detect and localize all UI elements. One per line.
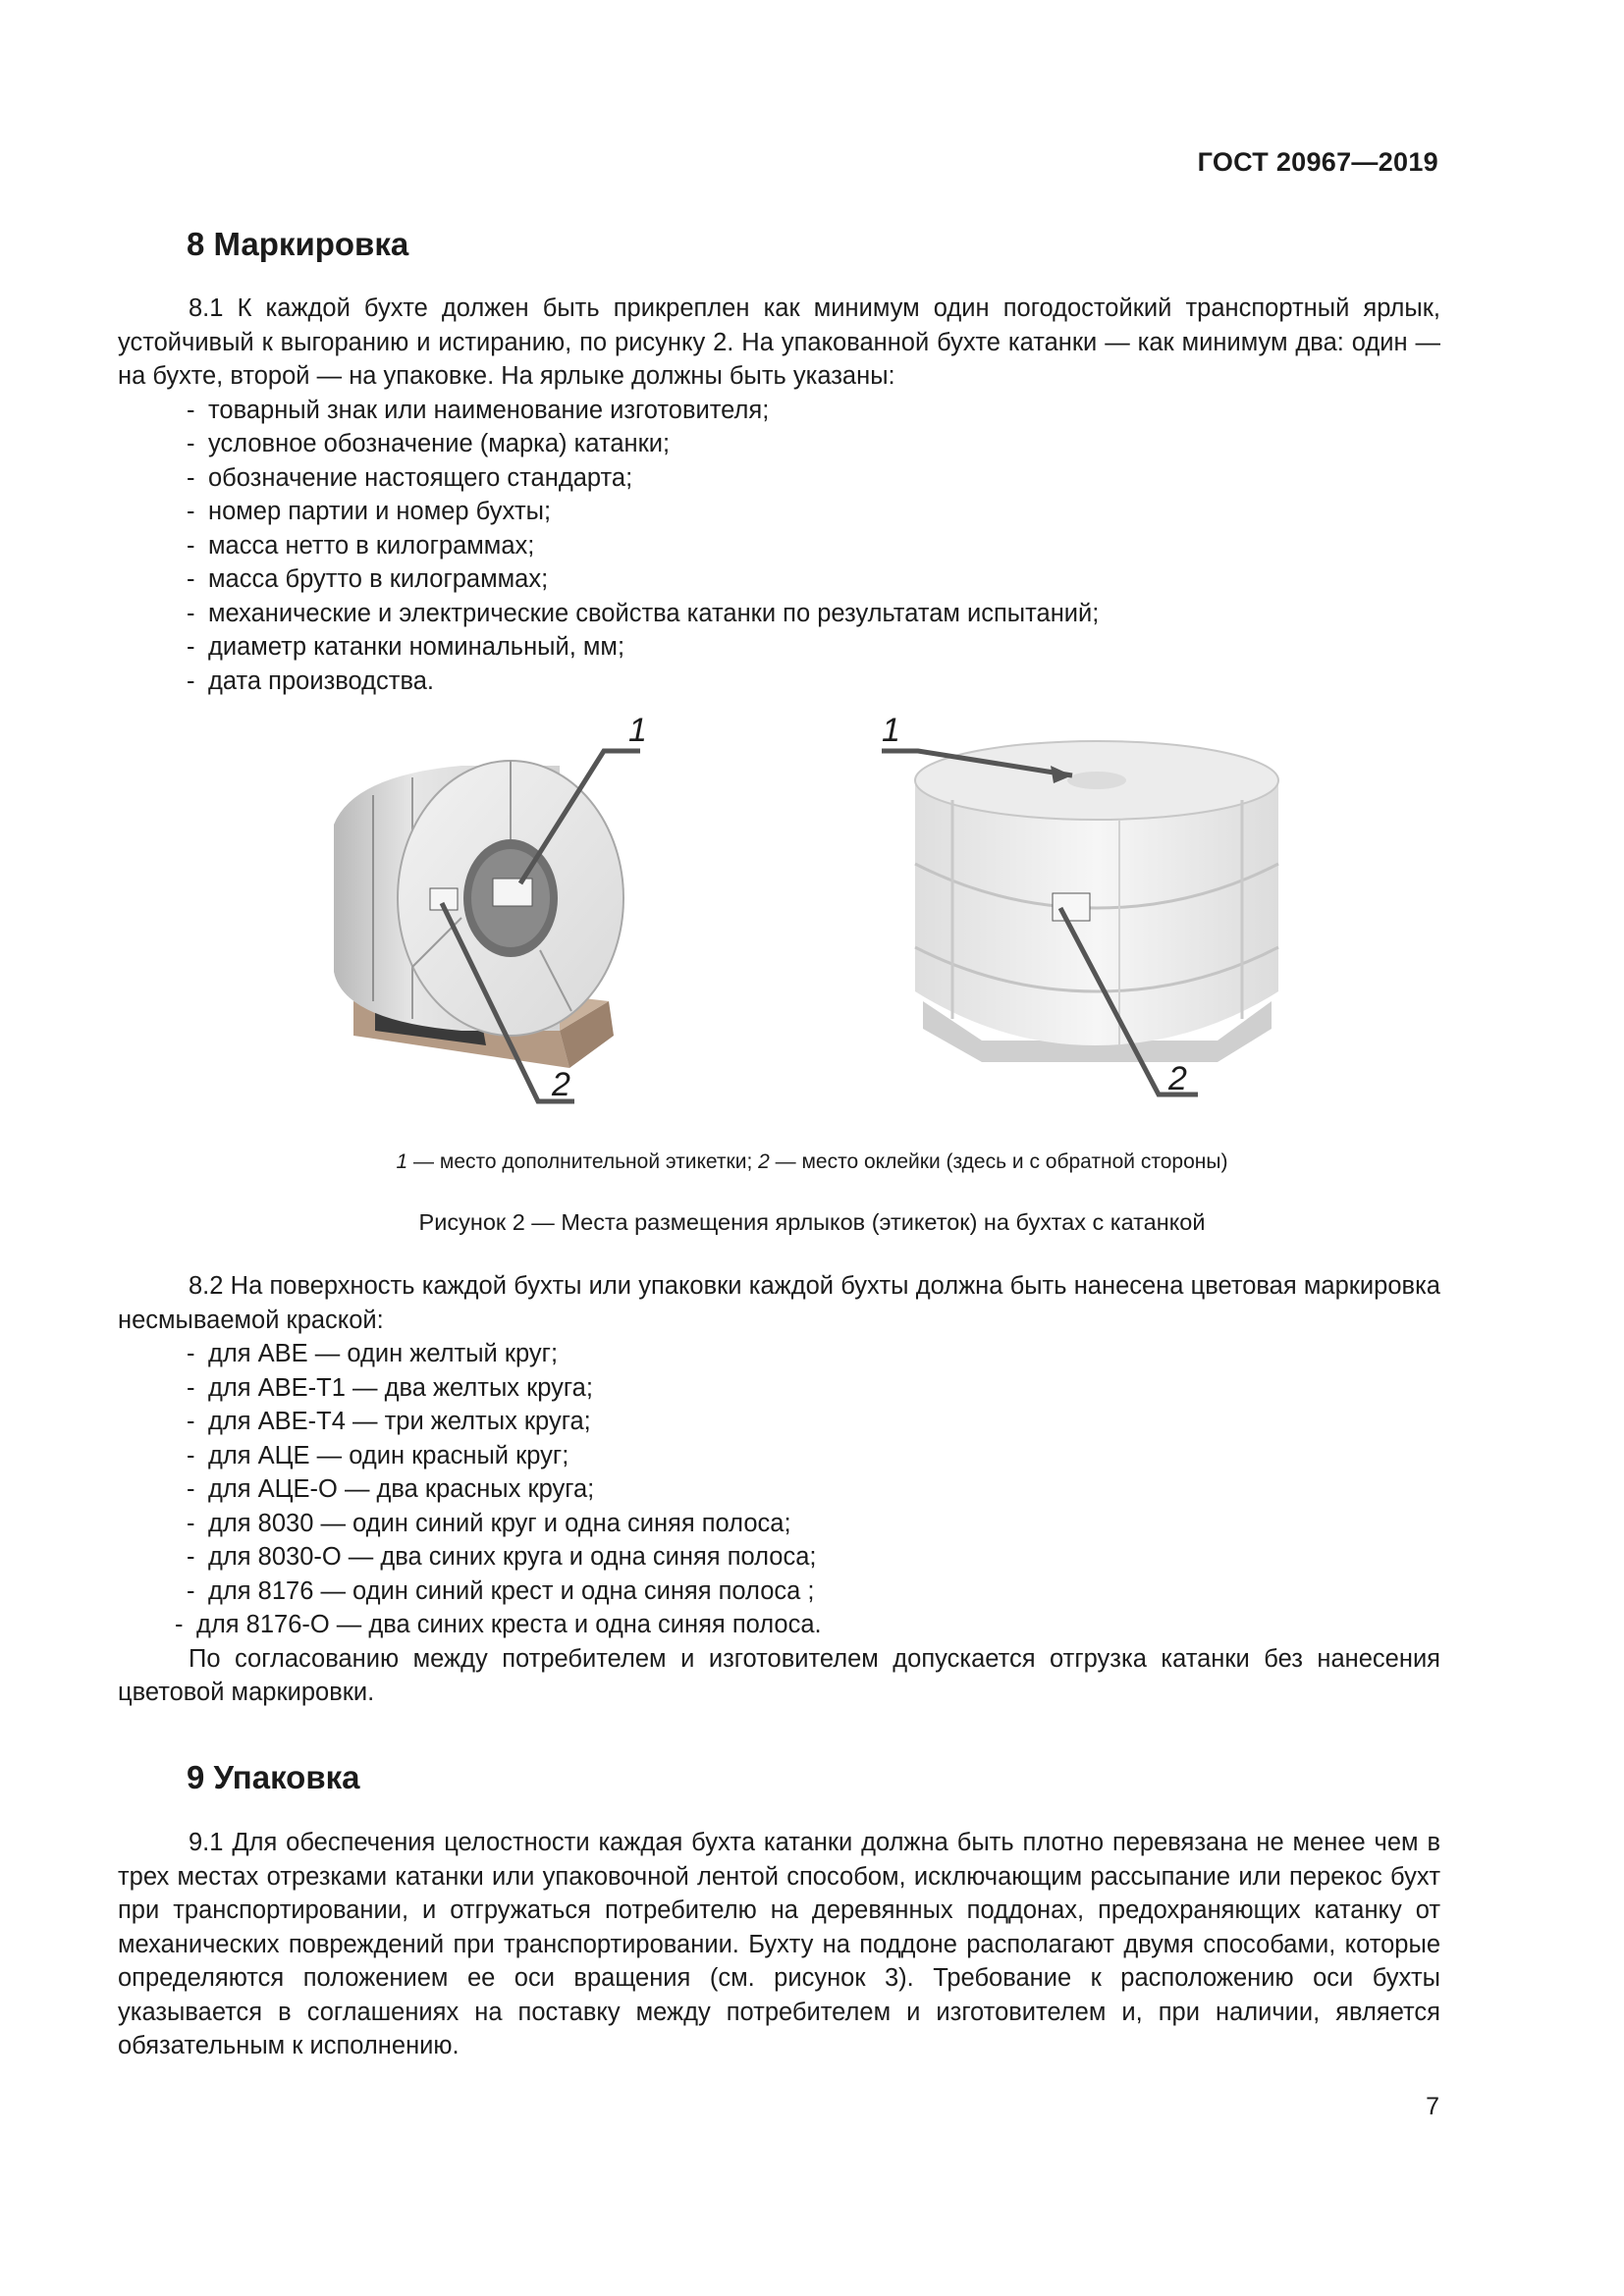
legend-number-1: 1 (396, 1150, 408, 1173)
color-list-item-text: для 8176-О — два синих креста и одна синяя полоса. (196, 1611, 822, 1638)
label-list-item (118, 597, 1440, 631)
label-list-item (118, 427, 1440, 461)
page-number: 7 (1426, 2093, 1439, 2120)
left-callout-2: 2 (552, 1066, 570, 1103)
paragraph-9-1: 9.1 Для обеспечения целостности каждая бухта катанки должна быть плотно перевязана не менее чем в трех местах отрезками катанки или упаковочной лентой способом, исключающим рассыпание или перекос бухт при транспортировании, и отгружаться потребителю на деревянных поддонах, предохраняющих катанку от механических повреждений при транспортировании. Бухту на поддоне располагают двумя способами, которые определяются положением ее оси вращения (см. рисунок 3). Требование к расположению оси бухты указывается в соглашениях на поставку между потребителем и изготовителем и, при наличии, является обязательным к исполнению. (118, 1829, 1440, 2059)
section-8-title: 8 Маркировка (187, 226, 409, 262)
color-list-item (118, 1472, 1440, 1507)
label-list-item-text: масса нетто в килограммах; (208, 531, 535, 560)
label-list-item-text: обозначение настоящего стандарта; (208, 463, 633, 492)
label-list-item (118, 461, 1440, 496)
color-list-item-text: для АВЕ-Т4 — три желтых круга; (208, 1408, 591, 1435)
label-list-item (118, 394, 1440, 428)
standard-id-header: ГОСТ 20967—2019 (1197, 147, 1438, 177)
color-list-item-text: для АВЕ — один желтый круг; (208, 1340, 559, 1367)
label-list-item-text: диаметр катанки номинальный, мм; (208, 633, 625, 661)
legend-text-2: — место оклейки (здесь и с обратной стороны) (769, 1150, 1228, 1173)
color-list-item (118, 1337, 1440, 1371)
color-list-item-text: для АЦЕ-О — два красных круга; (208, 1475, 595, 1503)
color-list-item-text: для АВЕ-Т1 — два желтых круга; (208, 1373, 593, 1402)
paragraph-8-2-block (118, 1269, 1440, 1710)
color-list-item (118, 1575, 1440, 1609)
label-items-list (118, 394, 1440, 699)
color-list-item-text: для АЦЕ — один красный круг; (208, 1441, 569, 1469)
label-list-item (118, 630, 1440, 665)
color-list-item (118, 1371, 1440, 1406)
color-list-item-text: для 8030-О — два синих круга и одна синяя полоса; (208, 1543, 817, 1571)
color-list-item (118, 1507, 1440, 1541)
paragraph-8-1: 8.1 К каждой бухте должен быть прикреплен как минимум один погодостойкий транспортный ярлык, устойчивый к выгоранию и истиранию, по рисунку 2. На упакованной бухте катанки — как минимум два: один — на бухте, второй — на упаковке. На ярлыке должны быть указаны: (118, 294, 1440, 390)
label-list-item-text: механические и электрические свойства катанки по результатам испытаний; (208, 599, 1100, 627)
section-9-title: 9 Упаковка (187, 1759, 360, 1795)
label-list-item-text: номер партии и номер бухты; (208, 498, 552, 525)
label-list-item (118, 665, 1440, 699)
paragraph-8-2: 8.2 На поверхность каждой бухты или упаковки каждой бухты должна быть нанесена цветовая маркировка несмываемой краской: (118, 1272, 1440, 1334)
label-list-item-text: условное обозначение (марка) катанки; (208, 430, 671, 457)
figure-2 (314, 707, 1316, 1129)
paragraph-8-2-note: По согласованию между потребителем и изготовителем допускается отгрузка катанки без нанесения цветовой маркировки. (118, 1644, 1440, 1706)
label-list-item (118, 562, 1440, 597)
color-list-item (118, 1540, 1440, 1575)
color-list-item-text: для 8176 — один синий крест и одна синяя полоса ; (208, 1576, 815, 1605)
left-callout-1: 1 (628, 712, 647, 749)
section-9-body (118, 1826, 1440, 2063)
label-list-item-text: дата производства. (208, 667, 434, 695)
wrapped-coil-image (882, 741, 1278, 1095)
color-list-item (118, 1608, 1440, 1642)
color-list-item-text: для 8030 — один синий круг и одна синяя полоса; (208, 1509, 791, 1537)
label-list-item-text: масса брутто в килограммах; (208, 565, 549, 593)
legend-number-2: 2 (758, 1150, 770, 1173)
figure-2-legend (0, 1150, 1624, 1174)
figure-2-caption: Рисунок 2 — Места размещения ярлыков (этикеток) на бухтах с катанкой (418, 1209, 1206, 1235)
color-list-item (118, 1439, 1440, 1473)
legend-text-1: — место дополнительной этикетки; (407, 1150, 759, 1173)
right-callout-2: 2 (1168, 1060, 1187, 1097)
label-list-item (118, 529, 1440, 563)
color-marking-list (118, 1337, 1440, 1642)
right-callout-1: 1 (882, 712, 900, 749)
color-list-item (118, 1405, 1440, 1439)
label-list-item-text: товарный знак или наименование изготовителя; (208, 396, 770, 424)
section-8-body (118, 292, 1440, 698)
label-list-item (118, 495, 1440, 529)
coil-on-pallet-image (334, 751, 640, 1101)
